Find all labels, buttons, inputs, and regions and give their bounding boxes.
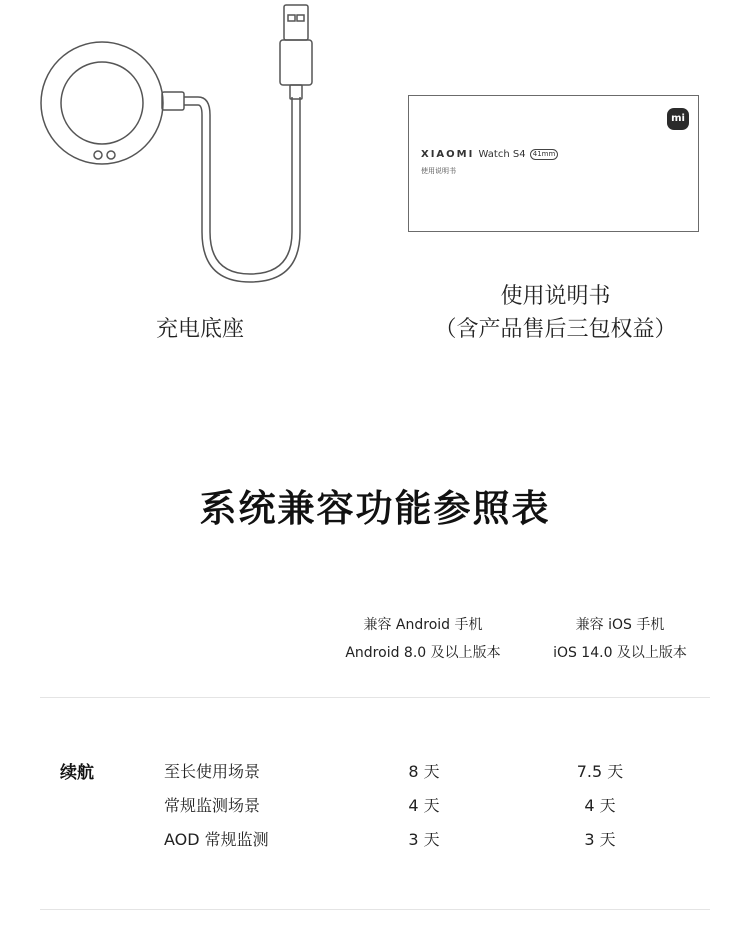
ios-value: 4 天 (584, 796, 616, 815)
section-title: 系统兼容功能参照表 (199, 487, 551, 530)
android-column-title: 兼容 Android 手机 (363, 617, 483, 633)
mi-logo-icon: mi (667, 108, 689, 130)
manual-illustration (408, 95, 703, 237)
android-value: 8 天 (408, 762, 440, 781)
row-label: 至长使用场景 (164, 762, 261, 781)
row-label: 常规监测场景 (164, 796, 261, 815)
ios-column-title: 兼容 iOS 手机 (575, 617, 665, 633)
size-badge: 41mm (530, 149, 559, 160)
android-column-version: Android 8.0 及以上版本 (345, 645, 501, 661)
manual-caption-note: （含产品售后三包权益） (434, 317, 677, 342)
ios-value: 7.5 天 (576, 762, 624, 781)
ios-column-version: iOS 14.0 及以上版本 (553, 645, 687, 661)
row-label: AOD 常规监测 (164, 830, 269, 849)
manual-booklet (408, 95, 699, 232)
ios-value: 3 天 (584, 830, 616, 849)
charging-dock-illustration (30, 0, 350, 290)
android-value: 3 天 (408, 830, 440, 849)
category-label: 续航 (60, 763, 94, 783)
charging-dock-drawing (30, 0, 350, 290)
manual-brand (421, 149, 558, 160)
brand-wordmark: XIAOMI (421, 149, 475, 160)
charging-dock-caption: 充电底座 (155, 317, 244, 342)
manual-caption: 使用说明书 (500, 284, 611, 309)
manual-subtitle: 使用说明书 (421, 167, 456, 175)
table-divider-top (40, 697, 710, 698)
table-divider-bottom (40, 909, 710, 910)
android-value: 4 天 (408, 796, 440, 815)
model-name: Watch S4 (478, 149, 526, 160)
